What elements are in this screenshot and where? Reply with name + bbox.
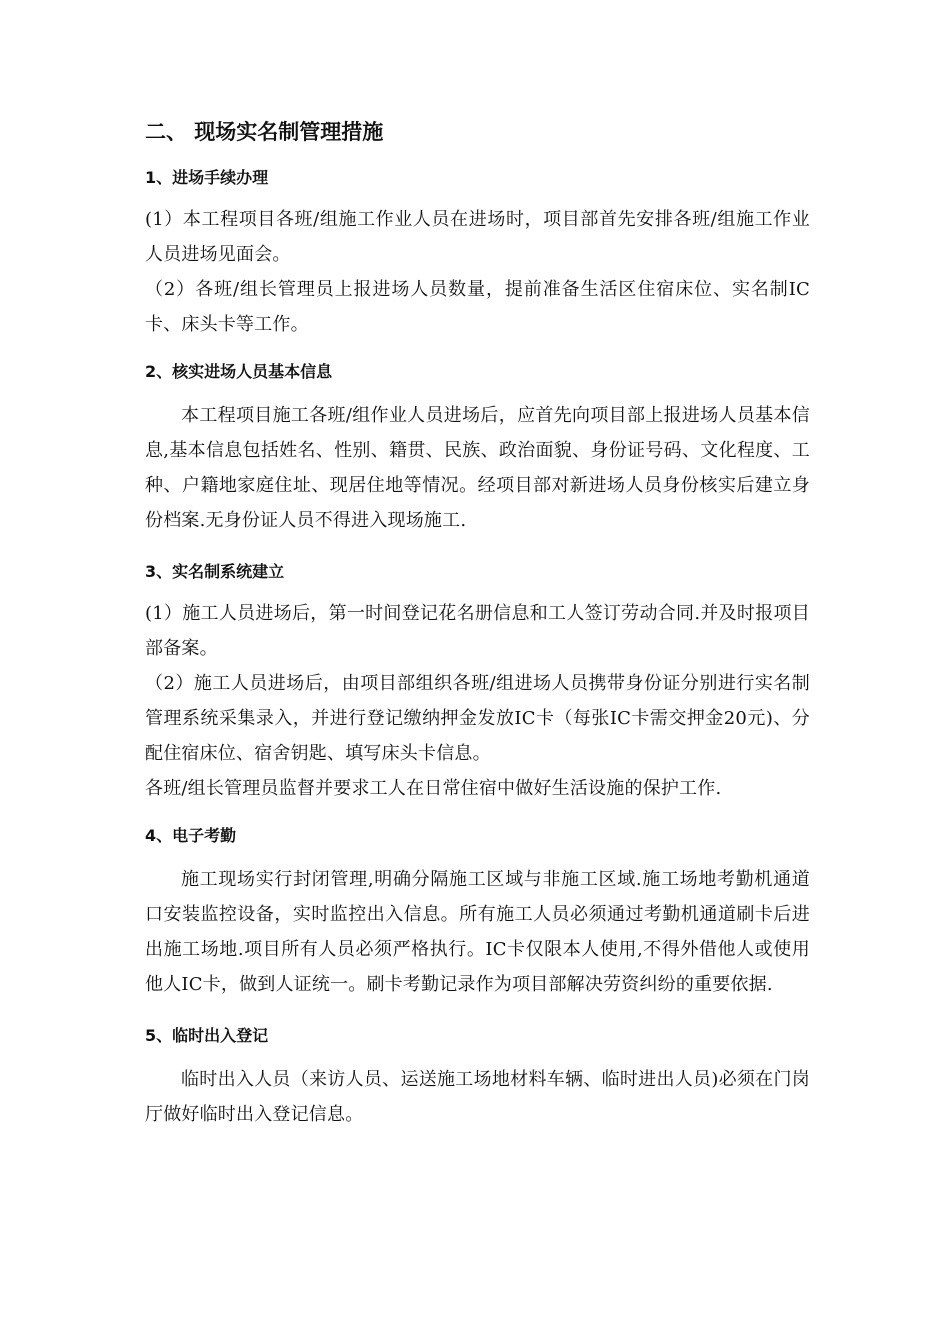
section-4-paragraph-1: 施工现场实行封闭管理,明确分隔施工区域与非施工区域.施工场地考勤机通道口安装监控设备，实时监控出入信息。所有施工人员必须通过考勤机通道刷卡后进出施工场地.项目所有人员必须严格执行。IC卡仅限本人使用,不得外借他人或使用他人IC卡，做到人证统一。刷卡考勤记录作为项目部解决劳资纠纷的重要依据. <box>145 869 810 995</box>
section-5-title: 5、临时出入登记 <box>145 1026 269 1045</box>
section-3-title: 3、实名制系统建立 <box>145 562 285 581</box>
document-body <box>145 118 810 1132</box>
section-5-paragraph-1: 临时出入人员（来访人员、运送施工场地材料车辆、临时进出人员)必须在门岗厅做好临时出入登记信息。 <box>145 1069 810 1125</box>
section-3-paragraph-3: 各班/组长管理员监督并要求工人在日常住宿中做好生活设施的保护工作. <box>145 778 722 799</box>
section-1-paragraph-2: （2）各班/组长管理员上报进场人员数量，提前准备生活区住宿床位、实名制IC卡、床头卡等工作。 <box>145 279 810 335</box>
section-3-paragraph-2: （2）施工人员进场后，由项目部组织各班/组进场人员携带身份证分别进行实名制管理系统采集录入，并进行登记缴纳押金发放IC卡（每张IC卡需交押金20元)、分配住宿床位、宿舍钥匙、填写床头卡信息。 <box>145 673 810 764</box>
section-4-title: 4、电子考勤 <box>145 826 237 845</box>
section-1-paragraph-1: (1）本工程项目各班/组施工作业人员在进场时，项目部首先安排各班/组施工作业人员进场见面会。 <box>145 209 810 265</box>
section-1-title: 1、进场手续办理 <box>145 168 269 187</box>
section-3-paragraph-1: (1）施工人员进场后，第一时间登记花名册信息和工人签订劳动合同.并及时报项目部备案。 <box>145 603 810 659</box>
section-2-paragraph-1: 本工程项目施工各班/组作业人员进场后，应首先向项目部上报进场人员基本信息,基本信息包括姓名、性别、籍贯、民族、政治面貌、身份证号码、文化程度、工种、户籍地家庭住址、现居住地等情况。经项目部对新进场人员身份核实后建立身份档案.无身份证人员不得进入现场施工. <box>145 405 810 531</box>
section-2-title: 2、核实进场人员基本信息 <box>145 362 333 381</box>
chapter-heading: 二、 现场实名制管理措施 <box>145 120 384 144</box>
